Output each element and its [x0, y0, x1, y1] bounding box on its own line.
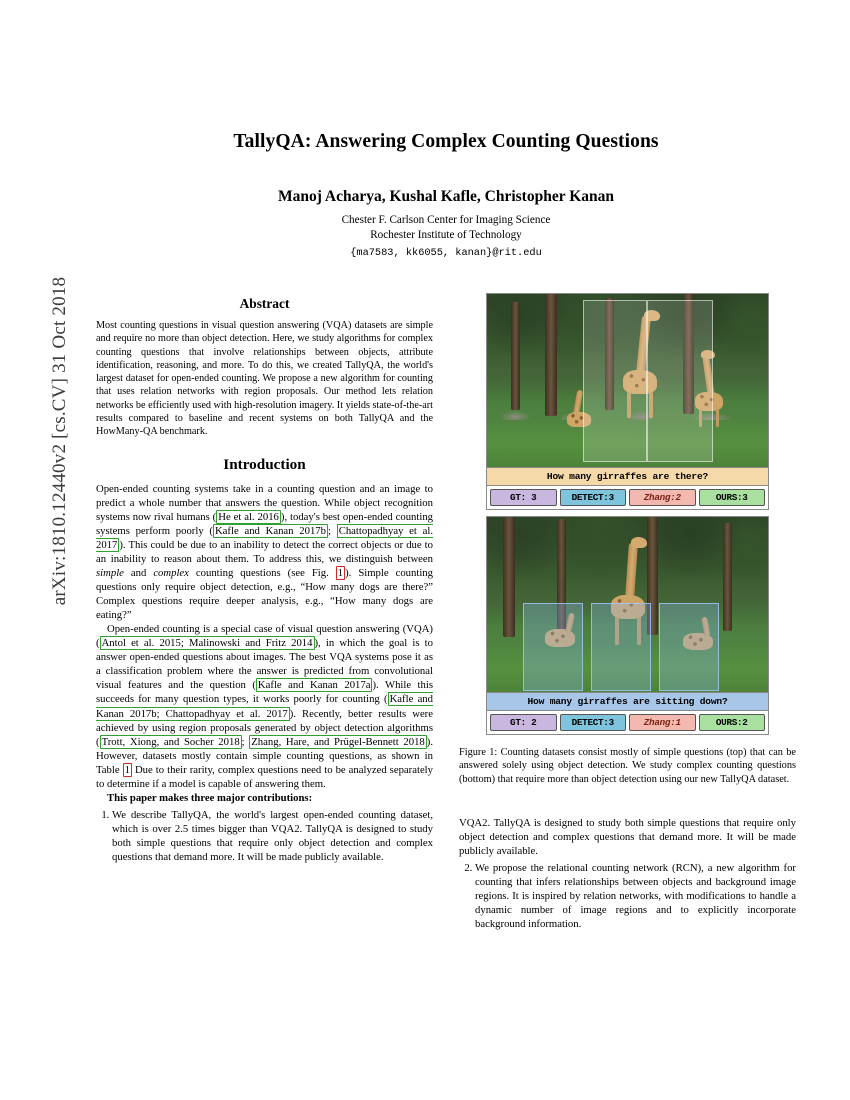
answer-chip-detect: DETECT:3: [560, 714, 627, 731]
contributions-list-continued: [459, 861, 796, 931]
figure-image-top: [487, 294, 768, 467]
citation-kafle-kanan-2017a: Kafle and Kanan 2017a: [257, 679, 371, 692]
answer-chip-detect: DETECT:3: [560, 489, 627, 506]
region-proposal-box: [647, 300, 713, 462]
answer-chip-zhang: Zhang:1: [629, 714, 696, 731]
citation-kafle-chattopadhyay: Kafle and Kanan 2017b; Chattopadhyay et al. 2017: [96, 693, 433, 720]
intro-p2-a: Open-ended counting is a special case of visual question answering (VQA) (: [96, 623, 433, 650]
answer-chip-zhang: Zhang:2: [629, 489, 696, 506]
affiliation-line-1: Chester F. Carlson Center for Imaging Science: [341, 214, 551, 226]
contact-email: {ma7583, kk6055, kanan}@rit.edu: [350, 247, 542, 260]
left-column: [96, 290, 433, 933]
affiliation-line-2: Rochester Institute of Technology: [370, 229, 522, 242]
intro-p2-b: ), in which the goal is to answer open-ended questions about images. The best VQA systems pose it as a classification problem where the answer is predicted from convolutional visual features and the question (: [96, 637, 433, 692]
intro-p1-a: Open-ended counting systems take in a counting question and an image to predict a whole number that answers the question. While object recognition systems now rival humans (: [96, 483, 433, 524]
intro-p1-f: ). Simple counting questions only require object detection, e.g., “How many dogs are there?” Complex questions require deeper analysis, e.g., “How many dogs are eating?”: [96, 567, 433, 622]
question-caption: How many girraffes are sitting down?: [487, 692, 768, 710]
contributions-intro: This paper makes three major contributions:: [107, 791, 313, 804]
citation-kafle-kanan-2017b: Kafle and Kanan 2017b: [214, 525, 326, 538]
citation-zhang-2018: Zhang, Hare, and Prügel-Bennett 2018: [251, 735, 425, 748]
region-proposal-box: [523, 603, 583, 691]
figure-1: [459, 293, 796, 786]
intro-p2-e: ). However, datasets mostly contain simple counting questions, as shown in Table: [96, 735, 433, 776]
region-proposal-box: [591, 603, 651, 691]
answer-row-top: [487, 485, 768, 509]
abstract-text: Most counting questions in visual question answering (VQA) datasets are simple and require no more than object detection. Here, we study algorithms for complex counting questions that involve relationships between objects, attribute identification, reasoning, and more. To do this, we created TallyQA, the world's largest dataset for open-ended counting. We propose a new algorithm for counting that uses relation networks with region proposals. Our method lets relation networks be efficiently used with high-resolution imagery. It yields state-of-the-art results compared to baseline and recent systems on both TallyQA and the HowMany-QA benchmark.: [96, 320, 433, 437]
intro-p2-sep: ;: [241, 735, 250, 748]
arxiv-stamp: arXiv:1810.12440v2 [cs.CV] 31 Oct 2018: [49, 276, 70, 606]
page-title: TallyQA: Answering Complex Counting Questions: [233, 131, 659, 152]
right-column: [459, 290, 796, 933]
intro-p1-d: and: [123, 567, 154, 580]
intro-paragraph-1: [96, 482, 433, 622]
citation-antol-malinowski: Antol et al. 2015; Malinowski and Fritz 2014: [101, 637, 313, 650]
column-spacer: [459, 786, 796, 816]
tree-trunk: [545, 294, 557, 416]
intro-p1-sep: ;: [327, 525, 337, 538]
answer-chip-ours: OURS:3: [699, 489, 766, 506]
list-item: 1. We describe TallyQA, the world's largest open-ended counting dataset, which is over 2.5 times bigger than VQA2. TallyQA is designed to study both simple questions that require only object detection and complex questions that demand more. It will be made publicly available.: [112, 808, 433, 864]
body-columns: [96, 290, 796, 933]
citation-chattopadhyay-2017: Chattopadhyay et al. 2017: [96, 525, 433, 552]
table-reference-1[interactable]: 1: [124, 763, 130, 776]
question-caption: How many girraffes are there?: [487, 467, 768, 485]
affiliation: [96, 213, 796, 243]
region-proposal-box: [659, 603, 719, 691]
giraffe-leg: [716, 409, 719, 427]
contributions-list: [96, 808, 433, 864]
figure-reference-1[interactable]: 1: [337, 567, 344, 580]
figure-image-bottom: [487, 517, 768, 692]
term-simple: simple: [96, 567, 124, 580]
intro-p2-c: ). While this succeeds for many question types, it works poorly for counting (: [96, 679, 433, 706]
answer-chip-gt: GT: 2: [490, 714, 557, 731]
intro-paragraph-2: [96, 622, 433, 790]
tree-trunk: [503, 517, 515, 637]
intro-p2-f: Due to their rarity, complex questions need to be analyzed separately to determine if a model is capable of answering them.: [96, 763, 433, 790]
term-complex: complex: [153, 567, 189, 580]
abstract-section: [96, 296, 433, 438]
figure-panel-bottom: [486, 516, 769, 735]
tree-trunk: [511, 302, 520, 410]
answer-chip-gt: GT: 3: [490, 489, 557, 506]
citation-he2016: He et al. 2016: [218, 511, 279, 524]
answer-chip-ours: OURS:2: [699, 714, 766, 731]
paper-page: [96, 0, 796, 1100]
introduction-heading: Introduction: [223, 456, 306, 474]
author-list: Manoj Acharya, Kushal Kafle, Christopher Kanan: [277, 188, 614, 205]
intro-p1-b: ), today's best open-ended counting systems perform poorly (: [96, 511, 434, 538]
contribution-1-continued: VQA2. TallyQA is designed to study both simple questions that require only object detection and complex questions that demand more. It will be made publicly available.: [459, 817, 796, 858]
region-proposal-box: [583, 300, 647, 462]
list-item: 2. We propose the relational counting network (RCN), a new algorithm for counting that infers relationships between objects and background image regions. It is inspired by relation networks, with modifications to handle a dynamic number of image regions and to explicitly incorporate background information.: [475, 861, 796, 931]
figure-panel-top: [486, 293, 769, 510]
giraffe-head: [631, 537, 647, 548]
tree-trunk: [723, 523, 732, 631]
answer-row-bottom: [487, 710, 768, 734]
intro-p2-d: ). Recently, better results were achieved by using region proposals generated by object detection algorithms (: [96, 707, 433, 748]
abstract-heading: Abstract: [239, 296, 290, 311]
intro-p1-e: counting questions (see Fig.: [188, 567, 336, 580]
figure-caption: Figure 1: Counting datasets consist mostly of simple questions (top) that can be answered solely using object detection. We study complex counting questions (bottom) that require more than object detection using our new TallyQA dataset.: [459, 747, 796, 785]
intro-p1-c: ). This could be due to an inability to detect the correct objects or due to an inability to reason about them. To address this, we distinguish between: [96, 539, 433, 566]
citation-trott-2018: Trott, Xiong, and Socher 2018: [101, 735, 240, 748]
